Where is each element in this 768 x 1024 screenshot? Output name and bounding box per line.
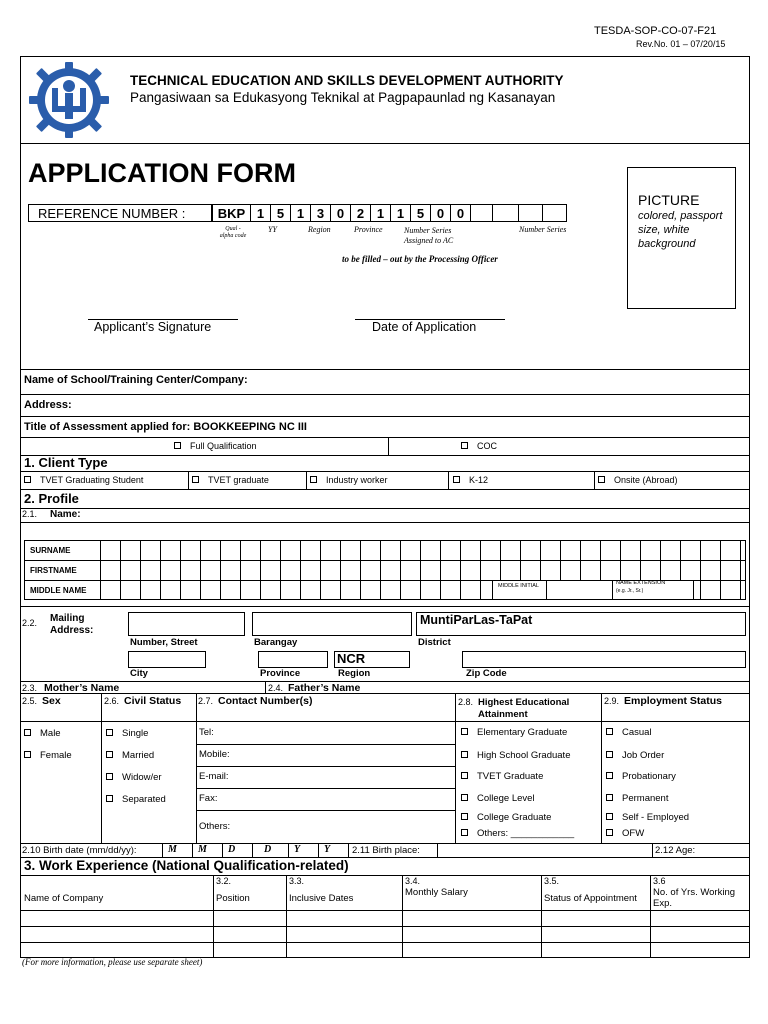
checkbox-icon — [310, 476, 317, 483]
contact-divider — [196, 810, 455, 811]
education-option[interactable] — [461, 794, 535, 804]
employment-option[interactable] — [606, 794, 668, 804]
education-option-label: TVET Graduate — [477, 771, 544, 782]
work-column-number: 3.6 — [653, 876, 666, 886]
work-column-number: 3.2. — [216, 876, 232, 886]
civil-status-option-label: Married — [122, 750, 155, 761]
barangay-label: Barangay — [254, 637, 298, 648]
work-column-divider — [541, 875, 542, 958]
ref-sub-province: Province — [354, 225, 383, 234]
employment-option[interactable] — [606, 728, 652, 738]
work-column-label: No. of Yrs. Working Exp. — [653, 887, 736, 909]
region-value: NCR — [337, 651, 366, 666]
client-type-option-label: Onsite (Abroad) — [614, 475, 678, 485]
name-grid-line — [300, 540, 301, 600]
education-option[interactable] — [461, 772, 543, 782]
name-grid-line — [140, 540, 141, 600]
birth-divider — [348, 843, 349, 857]
reference-number-label: REFERENCE NUMBER : — [38, 206, 186, 221]
birth-date-label: 2.10 Birth date (mm/dd/yy): — [22, 845, 137, 856]
date-of-application-label: Date of Application — [372, 320, 477, 334]
checkbox-icon — [461, 728, 468, 735]
name-extension-label: NAME EXTENSION — [616, 580, 666, 586]
reference-cell[interactable]: 0 — [450, 204, 471, 222]
region-label: Region — [338, 668, 371, 679]
contact-number: 2.7. — [198, 696, 214, 706]
checkbox-icon — [453, 476, 460, 483]
client-type-divider — [188, 471, 189, 489]
name-grid-line — [480, 540, 481, 600]
civil-status-option-label: Single — [122, 728, 149, 739]
work-experience-heading: 3. Work Experience (National Qualification-related) — [24, 858, 349, 873]
ref-sub-series: Number Series — [519, 225, 567, 234]
checkbox-icon — [461, 829, 468, 836]
name-grid-line — [240, 540, 241, 600]
sex-option[interactable] — [24, 729, 61, 739]
tesda-logo-icon — [26, 60, 112, 140]
age-label: 2.12 Age: — [655, 845, 696, 856]
client-type-option-label: Industry worker — [326, 475, 388, 485]
education-option[interactable] — [461, 751, 570, 761]
employment-option-label: OFW — [622, 828, 645, 839]
birth-divider — [318, 843, 319, 857]
education-option-label: Others: ____________ — [477, 828, 575, 839]
reference-cell[interactable]: 1 — [250, 204, 271, 222]
contact-divider — [196, 744, 455, 745]
education-option-label: College Graduate — [477, 812, 552, 823]
coc-option[interactable]: COC — [461, 442, 497, 451]
checkbox-icon — [24, 729, 31, 736]
name-grid-line — [740, 540, 741, 600]
civil-status-option[interactable] — [106, 729, 148, 739]
civil-status-option[interactable] — [106, 751, 154, 761]
reference-cell[interactable] — [470, 204, 493, 222]
assessment-title-label: Title of Assessment applied for: BOOKKEEPING NC III — [24, 421, 307, 433]
district-label: District — [418, 637, 451, 648]
contact-field-label: Tel: — [199, 727, 214, 738]
work-column-number: 3.4. — [405, 876, 421, 886]
sex-option-label: Male — [40, 728, 61, 739]
ref-sub-yy: YY — [268, 225, 277, 234]
employment-option-label: Probationary — [622, 771, 676, 782]
contact-field-label: Others: — [199, 821, 231, 832]
reference-cell[interactable]: 5 — [270, 204, 291, 222]
middle-initial-label: MIDDLE INITIAL — [498, 583, 539, 589]
father-name-label: Father’s Name — [288, 682, 361, 694]
reference-cell[interactable]: 2 — [350, 204, 371, 222]
ref-sub-series-ac: Number Series Assigned to AC — [404, 226, 454, 245]
civil-status-option[interactable] — [106, 795, 166, 805]
work-column-number: 3.5. — [544, 876, 560, 886]
checkbox-icon — [461, 794, 468, 801]
education-number: 2.8. — [458, 697, 474, 707]
name-number: 2.1. — [22, 509, 38, 519]
work-column-label: Status of Appointment — [544, 893, 637, 904]
name-grid-line — [220, 540, 221, 600]
client-type-option[interactable] — [453, 476, 488, 485]
civil-status-label: Civil Status — [124, 695, 182, 707]
name-grid-line — [180, 540, 181, 600]
reference-cell[interactable] — [542, 204, 567, 222]
picture-description: colored, passport size, white background — [638, 210, 723, 250]
work-column-divider — [650, 875, 651, 958]
client-type-option[interactable] — [192, 476, 269, 485]
birth-date-cell[interactable]: D — [228, 844, 236, 855]
zip-code-label: Zip Code — [466, 668, 507, 679]
work-column-divider — [213, 875, 214, 958]
sex-label: Sex — [42, 695, 61, 707]
mother-number: 2.3. — [22, 683, 38, 693]
applicant-signature-label: Applicant’s Signature — [94, 320, 212, 334]
province-input[interactable] — [258, 651, 328, 668]
checkbox-icon — [106, 729, 113, 736]
employment-option[interactable] — [606, 829, 644, 839]
client-type-divider — [306, 471, 307, 489]
checkbox-icon — [106, 795, 113, 802]
birth-date-cell[interactable]: Y — [294, 844, 301, 855]
name-grid-line — [260, 540, 261, 600]
checkbox-icon — [461, 751, 468, 758]
work-column-divider — [402, 875, 403, 958]
contact-field-label: E-mail: — [199, 771, 229, 782]
reference-cell[interactable] — [492, 204, 519, 222]
name-label: Name: — [50, 509, 81, 520]
birth-divider — [288, 843, 289, 857]
client-type-option-label: K-12 — [469, 475, 489, 485]
birth-divider — [252, 843, 253, 857]
checkbox-icon — [606, 772, 613, 779]
checkbox-icon — [606, 728, 613, 735]
sex-option[interactable] — [24, 751, 72, 761]
contact-label: Contact Number(s) — [218, 695, 313, 707]
education-option-label: High School Graduate — [477, 750, 571, 761]
work-column-label: Monthly Salary — [405, 887, 468, 898]
city-input[interactable] — [128, 651, 206, 668]
checkbox-icon — [606, 794, 613, 801]
employment-label: Employment Status — [624, 695, 723, 707]
mailing-number: 2.2. — [22, 618, 38, 628]
name-grid-line — [440, 540, 441, 600]
birth-date-cell[interactable]: D — [264, 844, 272, 855]
checkbox-icon — [106, 773, 113, 780]
province-label: Province — [260, 668, 301, 679]
civil-status-option-label: Widow/er — [122, 772, 162, 783]
work-column-divider — [286, 875, 287, 958]
birth-date-cell[interactable]: M — [168, 844, 177, 855]
name-grid-line — [380, 540, 381, 600]
agency-name-tagalog: Pangasiwaan sa Edukasyong Teknikal at Pagpapaunlad ng Kasanayan — [130, 90, 556, 105]
work-column-label: Inclusive Dates — [289, 893, 354, 904]
client-type-option-label: TVET graduate — [208, 475, 269, 485]
name-grid-line — [160, 540, 161, 600]
processing-note: to be filled – out by the Processing Officer — [342, 254, 498, 264]
surname-label: SURNAME — [30, 546, 71, 555]
name-grid-line — [200, 540, 201, 600]
work-column-label: Name of Company — [24, 893, 104, 904]
checkbox-icon — [461, 442, 468, 449]
education-option[interactable] — [461, 829, 574, 839]
firstname-label: FIRSTNAME — [30, 566, 77, 575]
employment-option[interactable] — [606, 772, 676, 782]
contact-field-label: Fax: — [199, 793, 218, 804]
checkbox-icon — [106, 751, 113, 758]
checkbox-icon — [606, 751, 613, 758]
address-label: Address: — [24, 399, 72, 411]
contact-divider — [196, 766, 455, 767]
employment-option-label: Self - Employed — [622, 812, 690, 823]
birth-date-cell[interactable]: M — [198, 844, 207, 855]
employment-number: 2.9. — [604, 696, 620, 706]
birth-date-cell[interactable]: Y — [324, 844, 331, 855]
name-grid-line — [720, 540, 721, 600]
name-grid-line — [700, 540, 701, 600]
checkbox-icon — [606, 829, 613, 836]
client-type-divider — [448, 471, 449, 489]
education-label: Highest Educational Attainment — [478, 697, 570, 720]
mother-name-label: Mother’s Name — [44, 682, 120, 694]
name-grid-line — [460, 540, 461, 600]
client-type-heading: 1. Client Type — [24, 455, 108, 470]
zip-code-input[interactable] — [462, 651, 746, 668]
reference-cell[interactable]: 0 — [430, 204, 451, 222]
client-type-option[interactable] — [598, 476, 678, 485]
ref-sub-region: Region — [308, 225, 331, 234]
barangay-input[interactable] — [252, 612, 412, 636]
number-street-label: Number, Street — [130, 637, 198, 648]
education-option[interactable] — [461, 728, 567, 738]
employment-option-label: Casual — [622, 727, 652, 738]
employment-option-label: Permanent — [622, 793, 669, 804]
address-label-2: Address: — [50, 625, 94, 636]
checkbox-icon — [461, 772, 468, 779]
sex-option-label: Female — [40, 750, 72, 761]
education-option[interactable] — [461, 813, 551, 823]
education-option-label: College Level — [477, 793, 535, 804]
form-code: TESDA-SOP-CO-07-F21 — [594, 25, 717, 37]
education-option-label: Elementary Graduate — [477, 727, 568, 738]
client-type-option[interactable] — [310, 476, 388, 485]
checkbox-icon — [461, 813, 468, 820]
birth-place-label: 2.11 Birth place: — [352, 845, 420, 856]
name-grid-line — [360, 540, 361, 600]
agency-name: TECHNICAL EDUCATION AND SKILLS DEVELOPMENT AUTHORITY — [130, 73, 564, 88]
employment-option-label: Job Order — [622, 750, 665, 761]
mailing-label: Mailing — [50, 613, 85, 624]
form-title: APPLICATION FORM — [28, 158, 296, 188]
checkbox-icon — [24, 751, 31, 758]
reference-cell[interactable]: 3 — [310, 204, 331, 222]
reference-cell[interactable]: 5 — [410, 204, 431, 222]
ref-sub-qual: Qual - alpha code — [219, 226, 247, 239]
sex-number: 2.5. — [22, 696, 38, 706]
checkbox-icon — [192, 476, 199, 483]
work-note: (For more information, please use separate sheet) — [22, 957, 203, 967]
civil-status-option[interactable] — [106, 773, 162, 783]
school-name-label: Name of School/Training Center/Company: — [24, 374, 248, 386]
number-street-input[interactable] — [128, 612, 245, 636]
profile-heading: 2. Profile — [24, 491, 79, 506]
checkbox-icon — [606, 813, 613, 820]
revision-number: Rev.No. 01 – 07/20/15 — [636, 39, 726, 49]
reference-cell[interactable] — [518, 204, 543, 222]
father-number: 2.4. — [268, 683, 284, 693]
name-grid-line — [400, 540, 401, 600]
client-type-option[interactable] — [24, 476, 143, 485]
name-grid-line — [100, 540, 101, 600]
work-column-label: Position — [216, 893, 250, 904]
district-value: MuntiParLas-TaPat — [420, 613, 533, 627]
civil-number: 2.6. — [104, 696, 120, 706]
birth-divider — [222, 843, 223, 857]
birth-divider — [192, 843, 193, 857]
name-grid-line — [320, 540, 321, 600]
civil-status-option-label: Separated — [122, 794, 166, 805]
reference-cell[interactable]: BKP — [212, 204, 251, 222]
picture-title: PICTURE — [638, 192, 700, 208]
name-grid-line — [340, 540, 341, 600]
birth-divider — [162, 843, 163, 857]
full-qualification-option[interactable]: Full Qualification — [174, 442, 257, 451]
checkbox-icon — [598, 476, 605, 483]
name-grid-line — [280, 540, 281, 600]
client-type-option-label: TVET Graduating Student — [40, 475, 144, 485]
name-grid-line — [420, 540, 421, 600]
client-type-divider — [594, 471, 595, 489]
middlename-label: MIDDLE NAME — [30, 586, 87, 595]
employment-option[interactable] — [606, 813, 689, 823]
name-extension-example: (e.g. Jr., Sr.) — [616, 588, 644, 594]
reference-cell[interactable]: 1 — [390, 204, 411, 222]
checkbox-icon — [24, 476, 31, 483]
reference-cell[interactable]: 1 — [290, 204, 311, 222]
contact-field-label: Mobile: — [199, 749, 230, 760]
reference-cell[interactable]: 1 — [370, 204, 391, 222]
checkbox-icon — [174, 442, 181, 449]
contact-divider — [196, 788, 455, 789]
name-grid-line — [120, 540, 121, 600]
city-label: City — [130, 668, 148, 679]
employment-option[interactable] — [606, 751, 664, 761]
work-column-number: 3.3. — [289, 876, 305, 886]
reference-cell[interactable]: 0 — [330, 204, 351, 222]
